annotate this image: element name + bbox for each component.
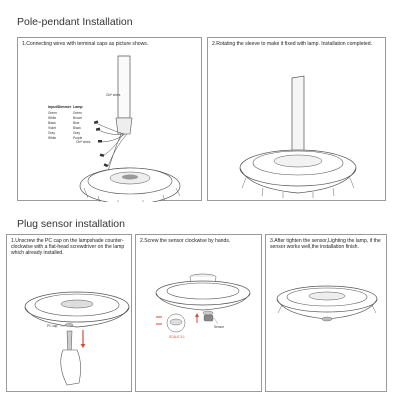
callout-top: Cbl* wires [106,93,121,97]
step-text: 3.After tighten the sensor,Lighting the lamp, if the sensor works well,the installation finish. [270,238,381,251]
callout-bottom: Cbl* wires [76,140,91,144]
wiring-input-cell: Violet [48,126,56,130]
step-text: 2.Screw the sensor clockwise by hands. [140,238,231,244]
step-panel-connect-wires [17,37,202,201]
step-text: 1.Unscrew the PC cap on the lampshade counter-clockwise with a flat-head screwdriver on the lamp which already installed. [11,238,125,257]
wiring-lamp-cell: Black [73,126,81,130]
wiring-input-cell: Green [48,111,57,115]
wiring-input-cell: Black [48,121,56,125]
wiring-header-left: Input/Dimmer [48,105,72,109]
test-sensor-illustration [266,235,388,393]
wiring-lamp-cell: Gray [73,131,80,135]
unscrew-illustration [7,235,133,393]
step-text: 2.Rotating the sleeve to make it fixed with lamp. Installation completed. [212,41,372,47]
wiring-header-right: Lamp [73,105,83,109]
wiring-input-cell: White [48,136,57,140]
screw-sensor-illustration [136,235,263,393]
wiring-lamp-cell: Blue [73,121,80,125]
step-panel-rotate-sleeve [207,37,386,201]
step-text: 1.Connecting wires with terminal caps as picture shows. [22,41,149,47]
wiring-input-cell: Gray [48,131,55,135]
sleeve-illustration [208,38,387,202]
scale-label: SCALE 3:1 [169,335,185,339]
wiring-lamp-cell: Green [73,111,82,115]
step-panel-unscrew-cap [6,234,132,392]
wiring-lamp-cell: Purple [73,136,83,140]
sensor-label: Sensor [214,325,225,329]
wiring-input-cell: White [48,116,57,120]
step-panel-screw-sensor [135,234,262,392]
pc-cap-label: PC cap [47,324,58,328]
section-title-plug-sensor: Plug sensor installation [17,218,125,230]
wiring-illustration [18,38,203,202]
wiring-lamp-cell: Brown [73,116,83,120]
section-title-pole-pendant: Pole-pendant Installation [17,16,133,28]
step-panel-test-sensor [265,234,387,392]
